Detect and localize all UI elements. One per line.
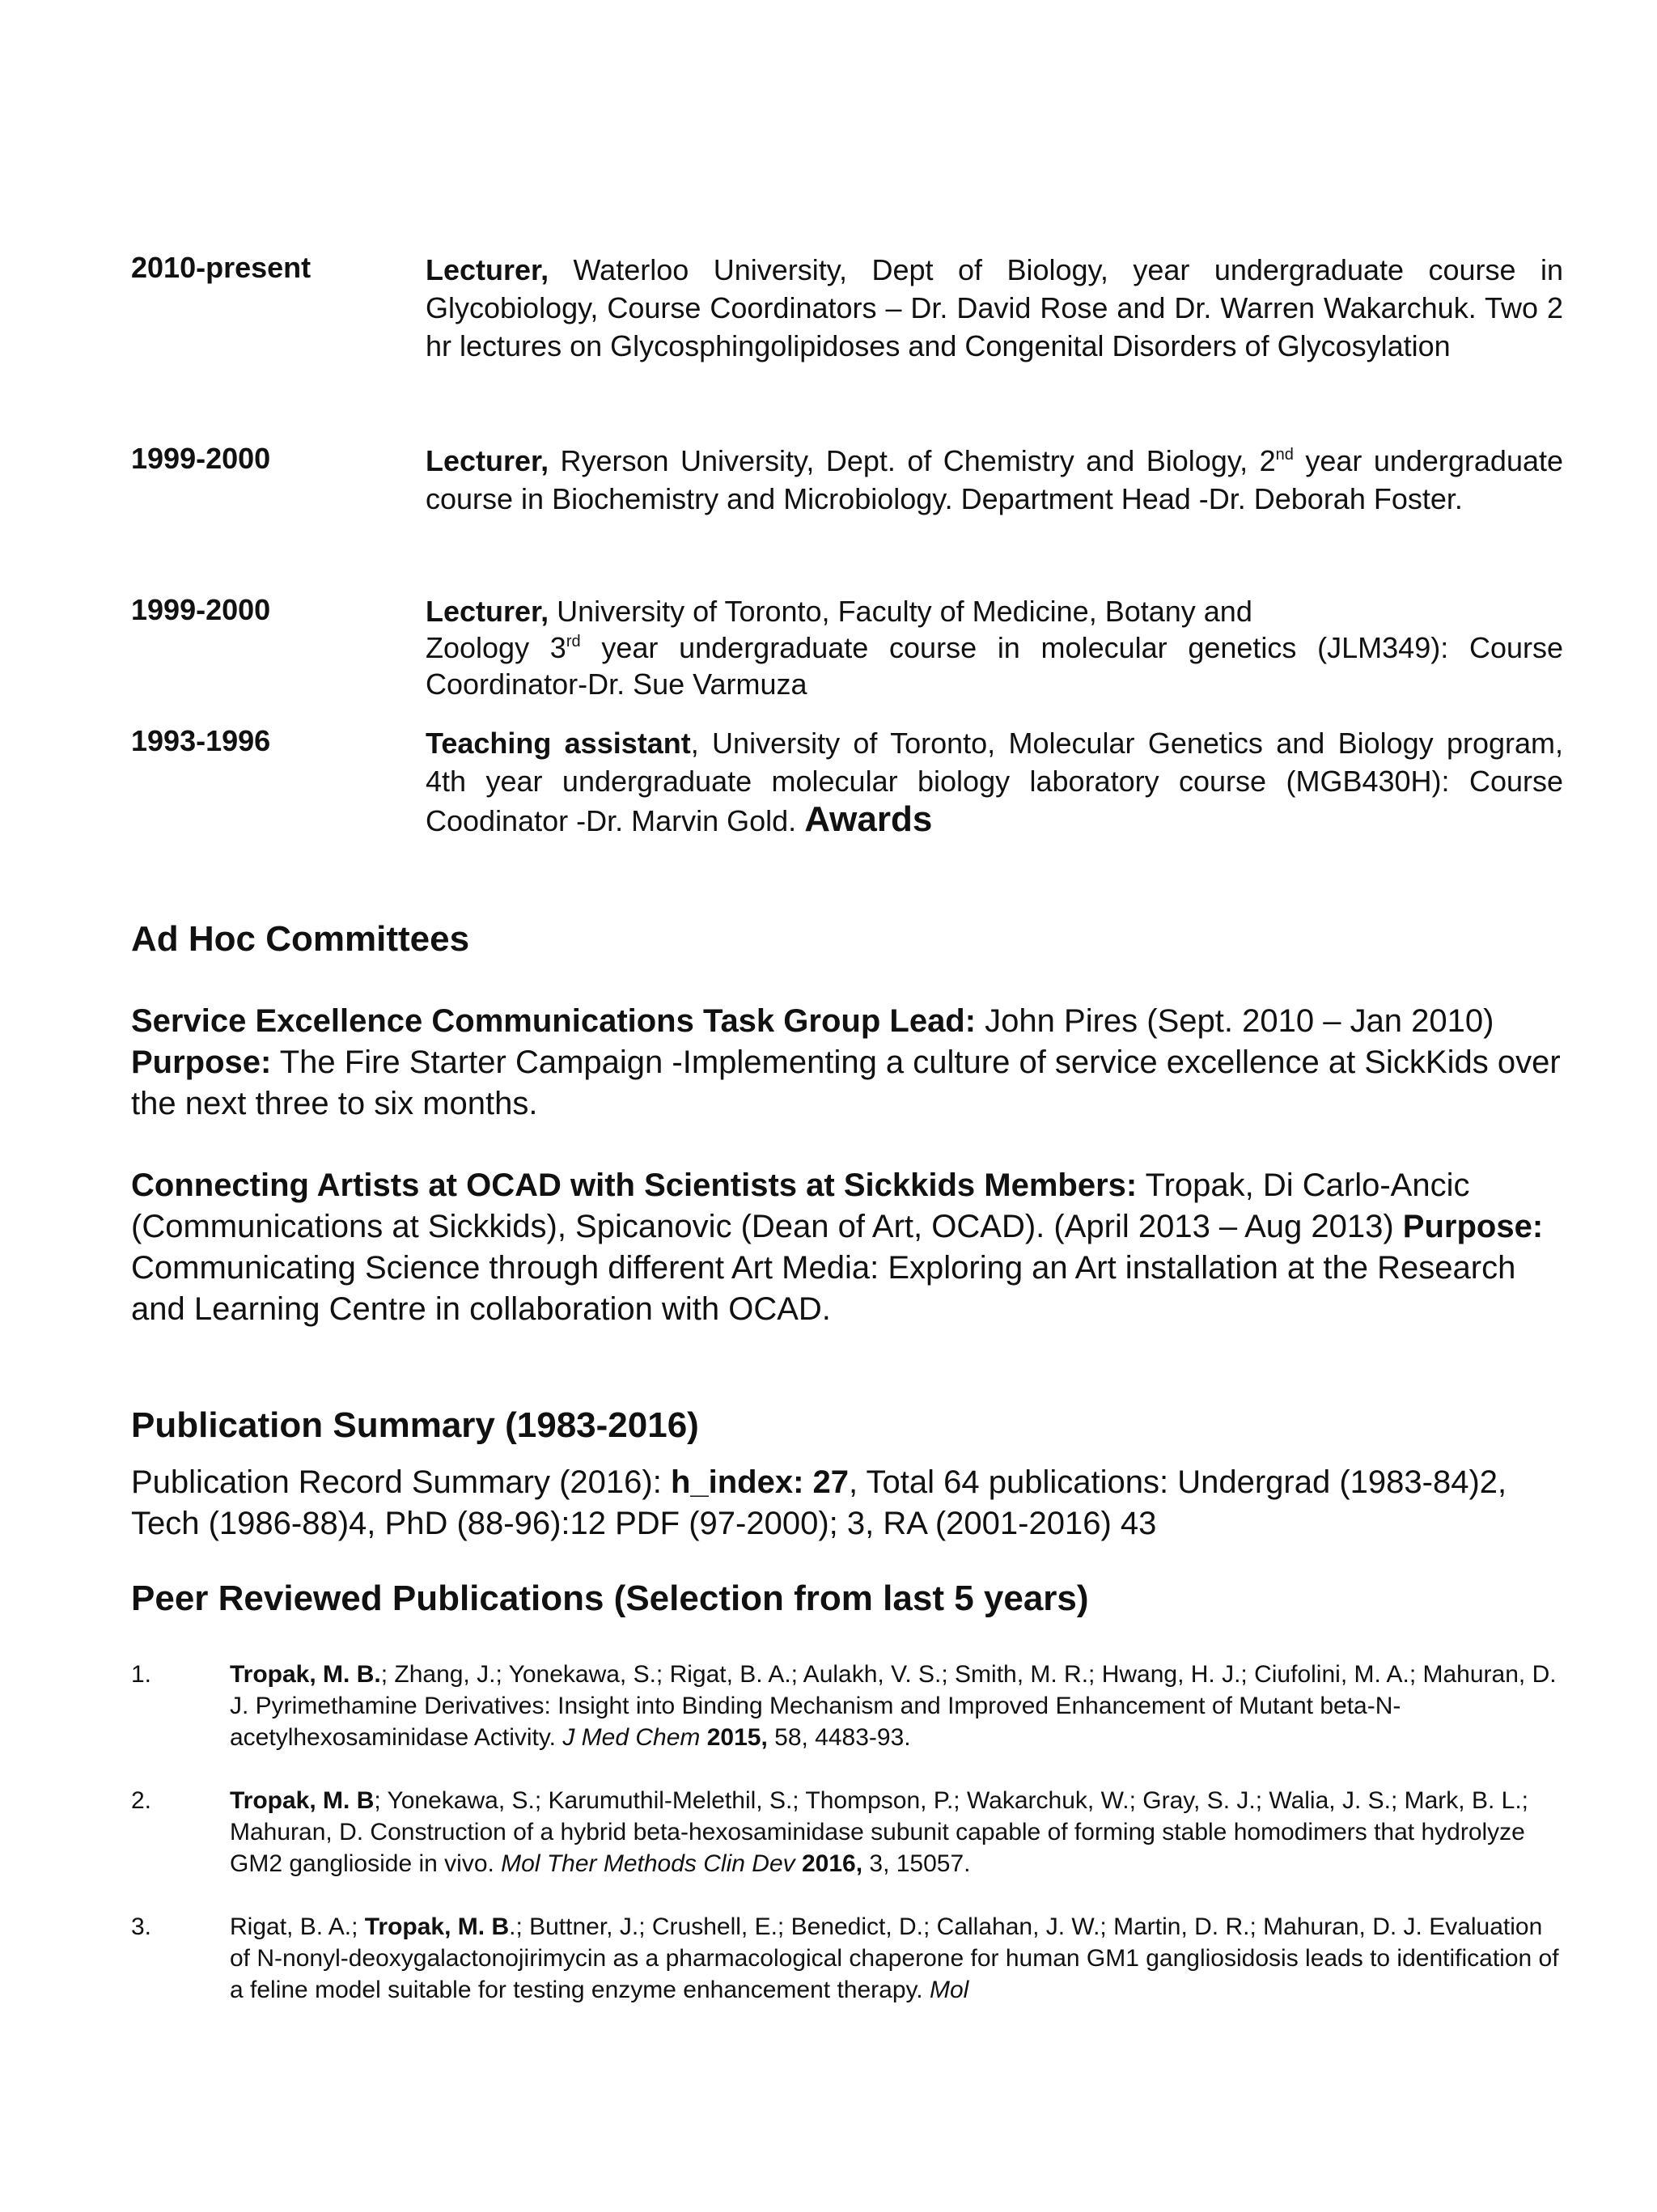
journal-name: Mol Ther Methods Clin Dev: [501, 1850, 795, 1877]
entry-role: Lecturer,: [426, 595, 549, 628]
entry-description: Lecturer, Ryerson University, Dept. of Chemistry and Biology, 2nd year undergraduate course in Biochemistry and Microbiology. Department Head -Dr. Deborah Foster.: [426, 444, 1564, 515]
journal-name: J Med Chem: [562, 1724, 701, 1751]
entry-year: 1999-2000: [131, 593, 271, 626]
entry-description: Lecturer, Waterloo University, Dept of Biology, year undergraduate course in Glycobiology, Course Coordinators – Dr. David Rose and Dr. Warren Wakarchuk. Two 2 hr lectures on Glycosphingolipidoses and Congenital Disorders of Glycosylation: [426, 253, 1563, 362]
author-highlight: Tropak, M. B: [364, 1913, 510, 1940]
awards-heading: Awards: [804, 799, 933, 839]
h-index: h_index: 27: [670, 1464, 850, 1500]
publication-summary-heading: Publication Summary (1983-2016): [131, 1405, 699, 1445]
entry-role: Lecturer,: [426, 444, 549, 477]
publication-citation: Tropak, M. B.; Zhang, J.; Yonekawa, S.; Rigat, B. A.; Aulakh, V. S.; Smith, M. R.; Hwang, H. J.; Ciufolini, M. A.; Mahuran, D. J. Pyrimethamine Derivatives: Insight into Binding Mechanism and Improved Enhancement of Mutant beta-N-acetylhexosaminidase Activity. J Med Chem 2015, 58, 4483-93.: [230, 1661, 1557, 1751]
committee-item: Connecting Artists at OCAD with Scientists at Sickkids Members: Tropak, Di Carlo-Ancic (Communications at Sickkids), Spicanovic (Dean of Art, OCAD). (April 2013 – Aug 2013) Purpose: Communicating Science through different Art Media: Exploring an Art installation at the Research and Learning Centre in collaboration with OCAD.: [131, 1167, 1544, 1327]
purpose-label: Purpose:: [1402, 1209, 1544, 1244]
peer-reviewed-heading: Peer Reviewed Publications (Selection from last 5 years): [131, 1578, 1089, 1618]
entry-description: Lecturer, University of Toronto, Faculty of Medicine, Botany and Zoology 3rd year undergraduate course in molecular genetics (JLM349): Course Coordinator-Dr. Sue Varmuza: [426, 595, 1563, 701]
author-highlight: Tropak, M. B: [230, 1787, 375, 1814]
journal-name: Mol: [929, 1977, 969, 2003]
entry-role: Lecturer,: [426, 253, 549, 286]
purpose-label: Purpose:: [131, 1045, 272, 1080]
adhoc-heading: Ad Hoc Committees: [131, 919, 470, 959]
entry-year: 2010-present: [131, 251, 311, 284]
entry-description: Teaching assistant, University of Toronto, Molecular Genetics and Biology program, 4th year undergraduate molecular biology laboratory course (MGB430H): Course Coodinator -Dr. Marvin Gold. Awards: [426, 727, 1564, 839]
committee-item: Service Excellence Communications Task Group Lead: John Pires (Sept. 2010 – Jan 2010) Purpose: The Fire Starter Campaign -Implementing a culture of service excellence at SickKids over the next three to six months.: [131, 1003, 1561, 1121]
committee-title: Connecting Artists at OCAD with Scientists at Sickkids Members:: [131, 1167, 1138, 1203]
publication-number: 1.: [131, 1661, 152, 1688]
publication-citation: Tropak, M. B; Yonekawa, S.; Karumuthil-Melethil, S.; Thompson, P.; Wakarchuk, W.; Gray, S. J.; Walia, J. S.; Mark, B. L.; Mahuran, D. Construction of a hybrid beta-hexosaminidase subunit capable of forming stable homodimers that hydrolyze GM2 ganglioside in vivo. Mol Ther Methods Clin Dev 2016, 3, 15057.: [230, 1787, 1528, 1877]
entry-year: 1993-1996: [131, 724, 271, 757]
publication-citation: Rigat, B. A.; Tropak, M. B.; Buttner, J.; Crushell, E.; Benedict, D.; Callahan, J. W.; Martin, D. R.; Mahuran, D. J. Evaluation of N-nonyl-deoxygalactonojirimycin as a pharmacological chaperone for human GM1 gangliosidosis leads to identification of a feline model suitable for testing enzyme enhancement therapy. Mol: [230, 1913, 1559, 2003]
publication-number: 2.: [131, 1787, 152, 1814]
author-highlight: Tropak, M. B.: [230, 1661, 381, 1688]
entry-role: Teaching assistant: [426, 727, 691, 760]
entry-year: 1999-2000: [131, 442, 271, 475]
publication-number: 3.: [131, 1913, 152, 1940]
publication-summary-text: Publication Record Summary (2016): h_index: 27, Total 64 publications: Undergrad (1983-84)2, Tech (1986-88)4, PhD (88-96):12 PDF (97-2000); 3, RA (2001-2016) 43: [131, 1464, 1507, 1541]
committee-title: Service Excellence Communications Task Group Lead:: [131, 1003, 977, 1039]
